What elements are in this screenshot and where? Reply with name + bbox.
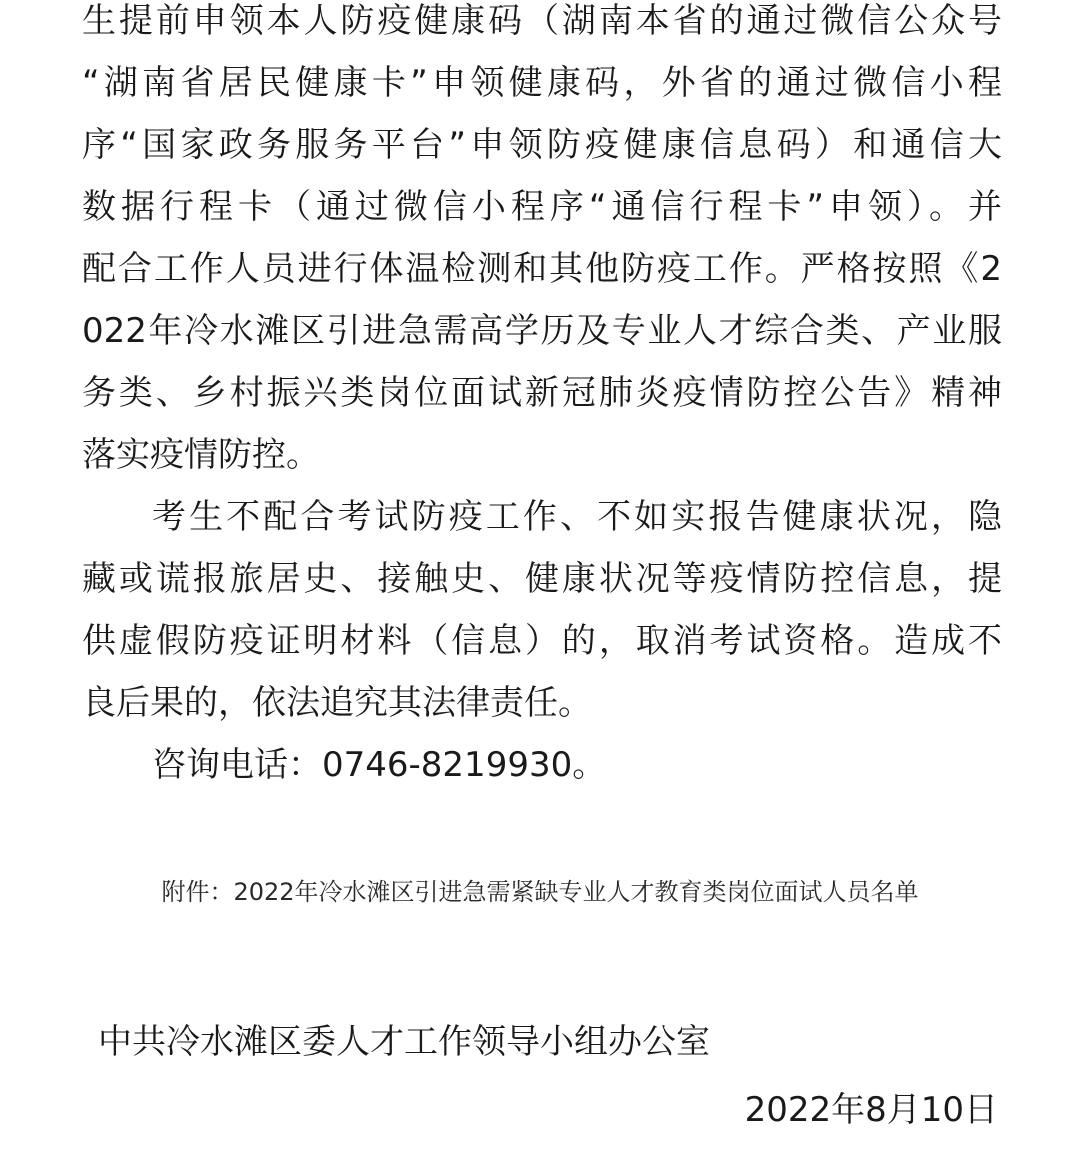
issuer-signature: 中共冷水滩区委人才工作领导小组办公室 xyxy=(98,1022,710,1062)
attachment-link[interactable]: 附件：2022年冷水滩区引进急需紧缺专业人才教育类岗位面试人员名单 xyxy=(161,878,919,906)
issue-date: 2022年8月10日 xyxy=(744,1090,998,1130)
paragraph-2-line: 考生不配合考试防疫工作、不如实报告健康状况，隐 xyxy=(152,497,1002,537)
paragraph-1-line: 务类、乡村振兴类岗位面试新冠肺炎疫情防控公告》精神 xyxy=(82,373,1002,413)
paragraph-1-line: 生提前申领本人防疫健康码（湖南本省的通过微信公众号 xyxy=(82,1,1002,41)
paragraph-1-line: 数据行程卡（通过微信小程序“通信行程卡”申领）。并 xyxy=(82,187,1002,227)
paragraph-1-line: “湖南省居民健康卡”申领健康码，外省的通过微信小程 xyxy=(82,63,1002,103)
paragraph-1-line: 022年冷水滩区引进急需高学历及专业人才综合类、产业服 xyxy=(82,311,1002,351)
paragraph-2-line: 藏或谎报旅居史、接触史、健康状况等疫情防控信息，提 xyxy=(82,559,1002,599)
notice-body xyxy=(82,0,1002,796)
paragraph-1-line: 落实疫情防控。 xyxy=(82,435,320,475)
paragraph-2-line: 供虚假防疫证明材料（信息）的，取消考试资格。造成不 xyxy=(82,621,1002,661)
paragraph-1-line: 配合工作人员进行体温检测和其他防疫工作。严格按照《2 xyxy=(82,249,1002,289)
paragraph-2-line: 良后果的，依法追究其法律责任。 xyxy=(82,683,592,723)
contact-phone: 咨询电话：0746-8219930。 xyxy=(152,745,607,785)
paragraph-1-line: 序“国家政务服务平台”申领防疫健康信息码）和通信大 xyxy=(82,125,1002,165)
